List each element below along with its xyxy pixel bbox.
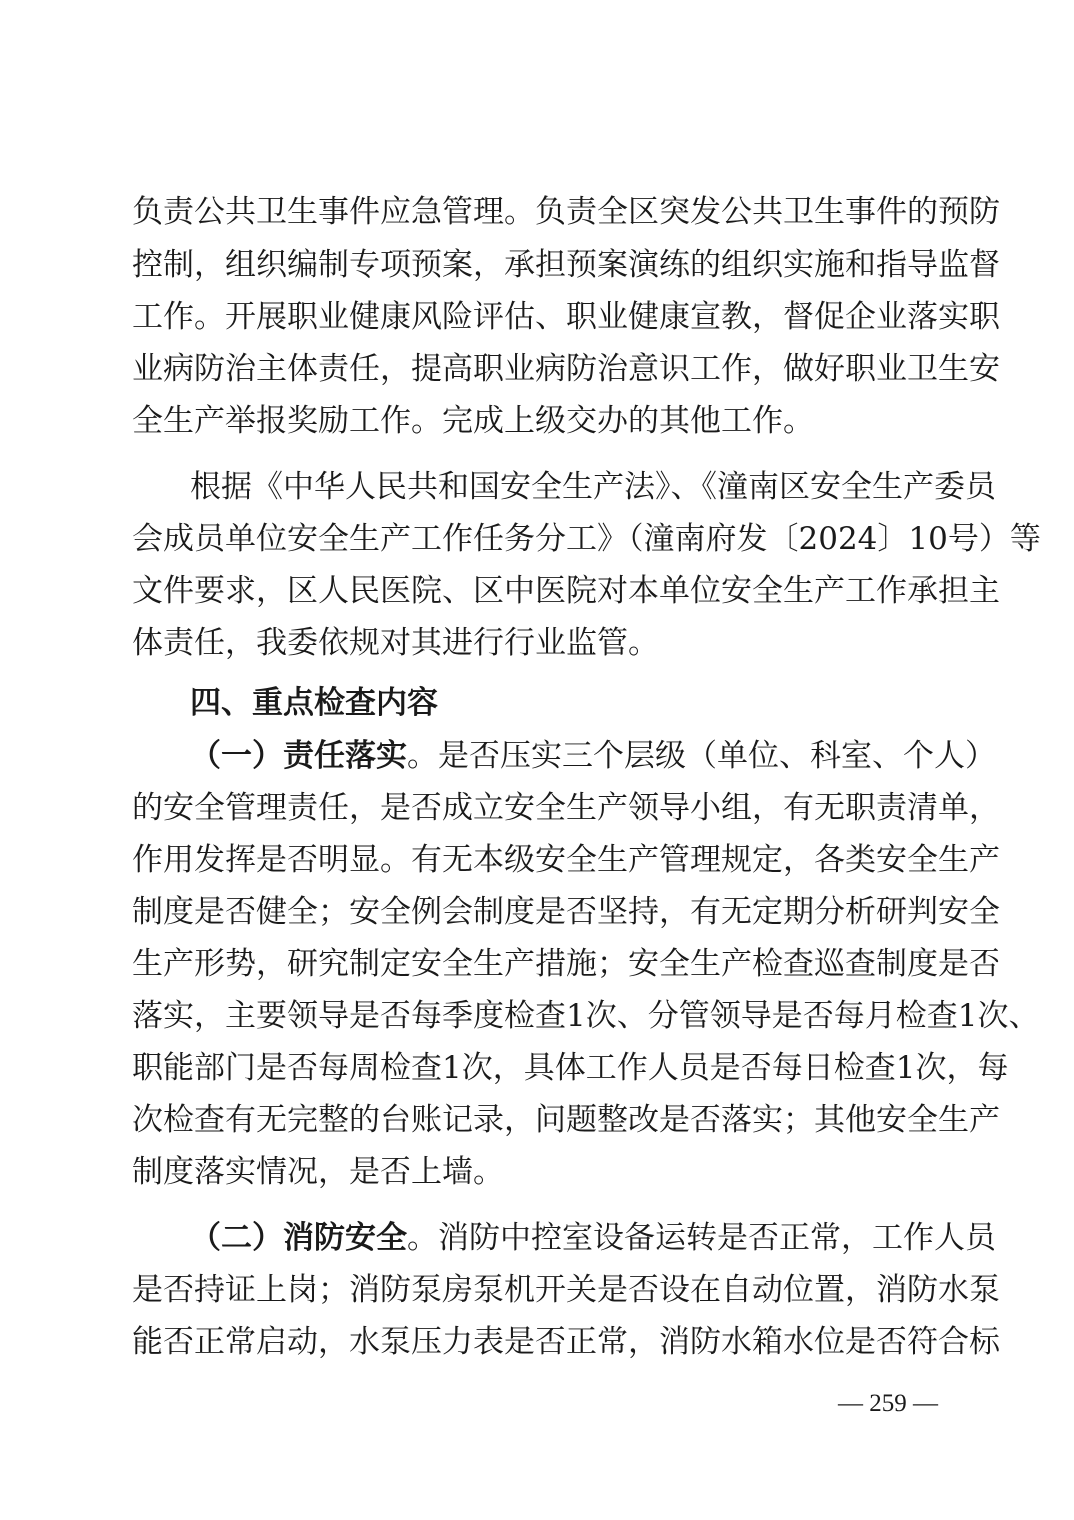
paragraph-1-line-2: 控制，组织编制专项预案，承担预案演练的组织实施和指导监督 <box>132 247 1000 283</box>
item-1-lead: （一）责任落实 <box>190 738 407 774</box>
section-heading: 四、重点检查内容 <box>190 685 438 721</box>
item-1-line-7: 职能部门是否每周检查1次，具体工作人员是否每日检查1次，每 <box>132 1050 1009 1086</box>
item-2-first-line-text: 。消防中控室设备运转是否正常，工作人员 <box>407 1220 996 1256</box>
paragraph-2-line-4: 体责任，我委依规对其进行行业监管。 <box>132 625 659 661</box>
item-1-line-8: 次检查有无完整的台账记录，问题整改是否落实；其他安全生产 <box>132 1102 1000 1138</box>
item-1-first-line-text: 。是否压实三个层级（单位、科室、个人） <box>407 738 996 774</box>
item-1-line-9: 制度落实情况，是否上墙。 <box>132 1154 504 1190</box>
item-1-line-5: 生产形势，研究制定安全生产措施；安全生产检查巡查制度是否 <box>132 946 1000 982</box>
paragraph-1-line-4: 业病防治主体责任，提高职业病防治意识工作，做好职业卫生安 <box>132 351 1000 387</box>
item-2-line-3: 能否正常启动，水泵压力表是否正常，消防水箱水位是否符合标 <box>132 1324 1000 1360</box>
item-1-line-6: 落实，主要领导是否每季度检查1次、分管领导是否每月检查1次、 <box>132 998 1040 1034</box>
paragraph-2-line-3: 文件要求，区人民医院、区中医院对本单位安全生产工作承担主 <box>132 573 1000 609</box>
paragraph-1-line-1: 负责公共卫生事件应急管理。负责全区突发公共卫生事件的预防 <box>132 194 1000 230</box>
page-number: — 259 — <box>838 1390 938 1417</box>
item-1-line-4: 制度是否健全；安全例会制度是否坚持，有无定期分析研判安全 <box>132 894 1000 930</box>
paragraph-1-line-5: 全生产举报奖励工作。完成上级交办的其他工作。 <box>132 403 814 439</box>
paragraph-2-line-2: 会成员单位安全生产工作任务分工》（潼南府发〔2024〕10号）等 <box>132 521 1041 557</box>
item-2-first-line <box>190 1218 996 1258</box>
item-2-lead: （二）消防安全 <box>190 1220 407 1256</box>
item-1-line-3: 作用发挥是否明显。有无本级安全生产管理规定，各类安全生产 <box>132 842 1000 878</box>
paragraph-1-line-3: 工作。开展职业健康风险评估、职业健康宣教，督促企业落实职 <box>132 299 1000 335</box>
item-1-first-line <box>190 736 996 776</box>
item-1-line-2: 的安全管理责任，是否成立安全生产领导小组，有无职责清单， <box>132 790 1000 826</box>
item-2-line-2: 是否持证上岗；消防泵房泵机开关是否设在自动位置，消防水泵 <box>132 1272 1000 1308</box>
paragraph-2-line-1: 根据《中华人民共和国安全生产法》、《潼南区安全生产委员 <box>190 469 996 505</box>
